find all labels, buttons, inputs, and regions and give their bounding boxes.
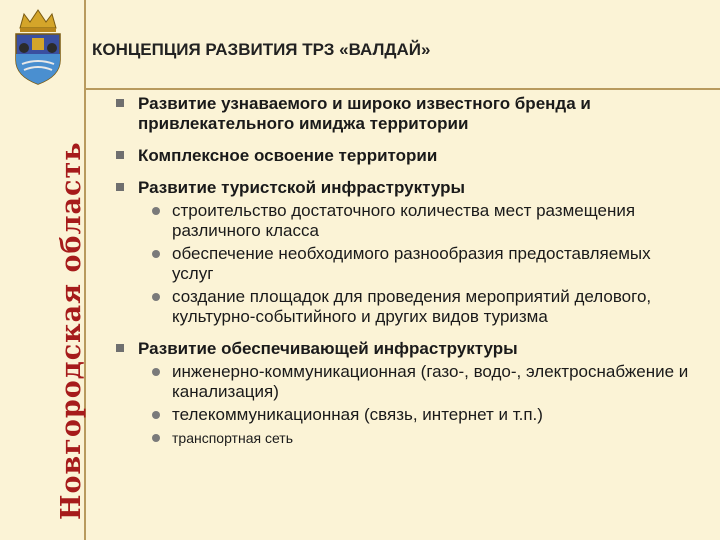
sub-list-item-text: транспортная сеть: [172, 430, 293, 446]
novgorod-coat-of-arms-icon: [10, 8, 66, 86]
sub-list-item-text: инженерно-коммуникационная (газо-, водо-, электроснабжение и канализация): [172, 362, 689, 401]
round-bullet-icon: [152, 434, 160, 442]
content-list: [116, 94, 696, 460]
sub-list-item: [138, 201, 696, 241]
list-item: [116, 178, 696, 327]
list-item-text: Развитие узнаваемого и широко известного бренда и привлекательного имиджа территории: [138, 94, 591, 133]
sub-list-item: [138, 362, 696, 402]
square-bullet-icon: [116, 99, 124, 107]
sub-list-item: [138, 287, 696, 327]
round-bullet-icon: [152, 250, 160, 258]
sub-list-item-text: обеспечение необходимого разнообразия предоставляемых услуг: [172, 244, 651, 283]
round-bullet-icon: [152, 293, 160, 301]
sub-list-item: [138, 405, 696, 425]
list-item: [116, 339, 696, 448]
round-bullet-icon: [152, 411, 160, 419]
sub-list-item-text: создание площадок для проведения мероприятий делового, культурно-событийного и других видов туризма: [172, 287, 652, 326]
list-item-text: Развитие обеспечивающей инфраструктуры: [138, 339, 518, 358]
header-divider: [84, 88, 720, 90]
region-name: Новгородская область: [56, 141, 87, 520]
page-title: КОНЦЕПЦИЯ РАЗВИТИЯ ТРЗ «ВАЛДАЙ»: [92, 40, 431, 59]
sub-list-item: [138, 428, 696, 448]
list-item: [116, 94, 696, 134]
sub-list-item-text: телекоммуникационная (связь, интернет и т.п.): [172, 405, 543, 424]
round-bullet-icon: [152, 368, 160, 376]
sub-list-item-text: строительство достаточного количества мест размещения различного класса: [172, 201, 636, 240]
square-bullet-icon: [116, 151, 124, 159]
square-bullet-icon: [116, 344, 124, 352]
sub-list-item: [138, 244, 696, 284]
square-bullet-icon: [116, 183, 124, 191]
list-item: [116, 146, 696, 166]
list-item-text: Комплексное освоение территории: [138, 146, 438, 165]
list-item-text: Развитие туристской инфраструктуры: [138, 178, 465, 197]
round-bullet-icon: [152, 207, 160, 215]
